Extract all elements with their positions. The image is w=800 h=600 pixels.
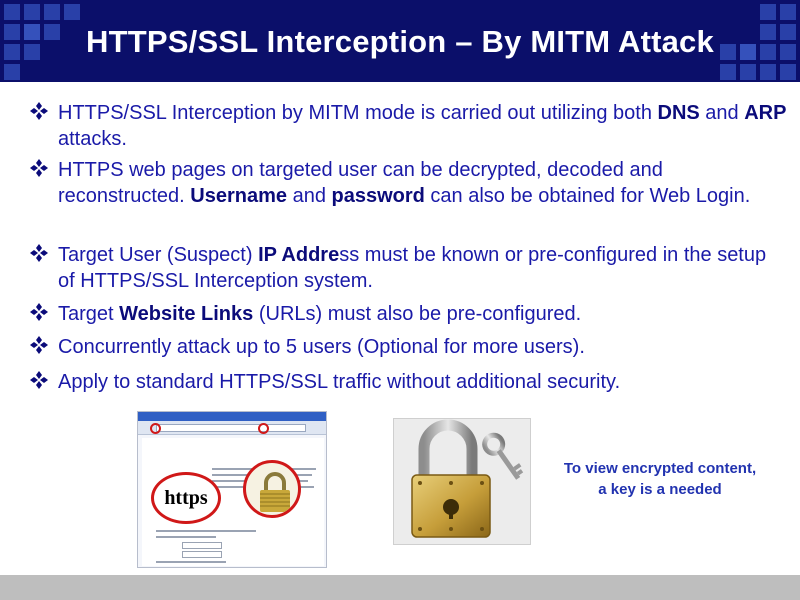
diamond-bullet-icon	[30, 303, 48, 321]
slide-title: HTTPS/SSL Interception – By MITM Attack	[86, 24, 714, 59]
diamond-bullet-icon	[30, 102, 48, 120]
decor-square	[4, 64, 20, 80]
bullet-bold-text: Username	[190, 185, 288, 207]
bullet-text-run: HTTPS web pages on targeted user can be decrypted, decoded and reconstructed.	[58, 159, 663, 207]
bullet-text	[58, 157, 788, 209]
bullet-text-run: and	[699, 102, 745, 124]
page-text-line	[156, 530, 256, 532]
lock-highlight-ring	[258, 423, 269, 434]
bullet-text-run: HTTPS/SSL Interception by MITM mode is carried out utilizing both	[58, 102, 658, 124]
decor-square	[780, 64, 796, 80]
bullet-text	[58, 369, 788, 395]
caption-line: To view encrypted content,	[563, 460, 757, 477]
https-label: https	[164, 486, 208, 509]
footer-bar	[0, 575, 800, 600]
password-field	[182, 551, 222, 558]
bullet-text-run: Target User (Suspect)	[58, 244, 259, 266]
diamond-bullet-icon	[30, 244, 48, 262]
bullet-text-run: (URLs) must also be pre-configured.	[253, 303, 582, 325]
decor-square	[760, 64, 776, 80]
bullet-text-run: Target	[58, 303, 120, 325]
decor-square	[4, 4, 20, 20]
caption-line: a key is a needed	[598, 481, 722, 498]
bullet-bold-text: DNS	[657, 102, 700, 124]
diamond-bullet-icon	[30, 159, 48, 177]
bullet-text-run: Apply to standard HTTPS/SSL traffic without additional security.	[58, 371, 621, 393]
padlock-photo	[393, 418, 531, 545]
decor-square	[720, 64, 736, 80]
page-text-line	[156, 561, 226, 563]
browser-titlebar	[138, 412, 327, 421]
decor-square	[740, 64, 756, 80]
page-text-line	[156, 536, 216, 538]
decor-square	[44, 4, 60, 20]
decor-square	[780, 4, 796, 20]
browser-address-bar	[156, 424, 306, 432]
key-caption	[540, 458, 780, 500]
bullet-text-run: and	[287, 185, 332, 207]
decor-square	[64, 4, 80, 20]
bullet-text	[58, 334, 788, 360]
bullet-text-run: Concurrently attack up to 5 users (Optional for more users).	[58, 336, 585, 358]
address-highlight-ring	[150, 423, 161, 434]
bullet-text-run: ss must be known or pre-configured in the setup of HTTPS/SSL Interception system.	[58, 244, 767, 292]
padlock-key-icon	[394, 419, 531, 545]
bullet-bold-text: password	[331, 185, 425, 207]
diamond-bullet-icon	[30, 371, 48, 389]
https-callout	[151, 472, 221, 524]
padlock-callout	[243, 460, 301, 518]
title-banner	[0, 0, 800, 82]
bullet-bold-text: IP Addre	[258, 244, 340, 266]
browser-screenshot-image	[137, 411, 327, 568]
bullet-bold-text: ARP	[744, 102, 787, 124]
bullet-text	[58, 242, 788, 294]
bullet-text	[58, 100, 788, 152]
decor-square	[24, 4, 40, 20]
bullet-text-run: attacks.	[58, 128, 127, 150]
login-field	[182, 542, 222, 549]
decor-square	[760, 4, 776, 20]
diamond-bullet-icon	[30, 336, 48, 354]
bullet-bold-text: Website Links	[119, 303, 254, 325]
bullet-text-run: can also be obtained for Web Login.	[424, 185, 751, 207]
bullet-text	[58, 301, 788, 327]
